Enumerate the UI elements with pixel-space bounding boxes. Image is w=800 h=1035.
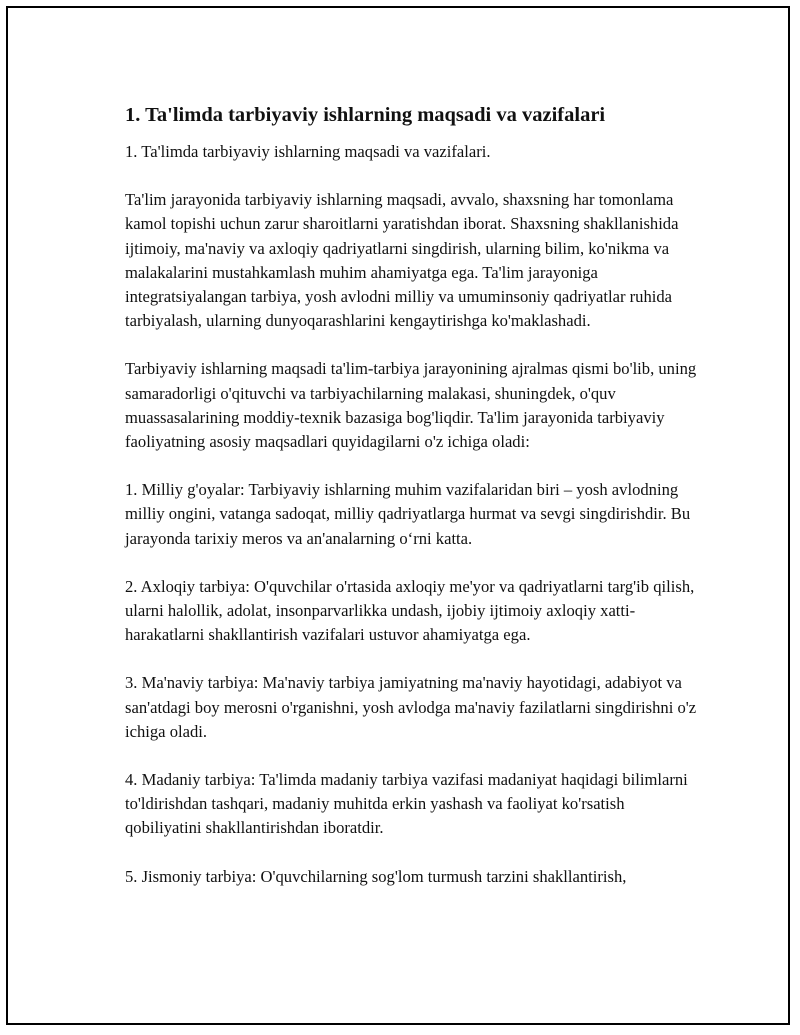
document-title: 1. Ta'limda tarbiyaviy ishlarning maqsadi va vazifalari xyxy=(125,104,606,126)
list-item-physical-education: 5. Jismoniy tarbiya: O'quvchilarning sog'lom turmush tarzini shakllantirish, xyxy=(125,866,627,886)
list-item-cultural-education: 4. Madaniy tarbiya: Ta'limda madaniy tarbiya vazifasi madaniyat haqidagi bilimlarni to'ldirishdan tashqari, madaniy muhitda erkin yashash va faoliyat ko'rsatish qobiliyatini shakllantirishdan iboratdir. xyxy=(125,770,688,838)
list-item-spiritual-education: 3. Ma'naviy tarbiya: Ma'naviy tarbiya jamiyatning ma'naviy hayotidagi, adabiyot va san'atdagi boy merosni o'rganishni, yosh avlodga ma'naviy fazilatlarni singdirishni o'z ichiga oladi. xyxy=(125,673,697,741)
paragraph-goals: Tarbiyaviy ishlarning maqsadi ta'lim-tarbiya jarayonining ajralmas qismi bo'lib, uning samaradorligi o'qituvchi va tarbiyachilarning malakasi, shuningdek, o'quv muassasalarining moddiy-texnik bazasiga bog'liqdir. Ta'lim jarayonida tarbiyaviy faoliyatning asosiy maqsadlari quyidagilarni o'z ichiga oladi: xyxy=(125,359,697,452)
paragraph-intro: Ta'lim jarayonida tarbiyaviy ishlarning maqsadi, avvalo, shaxsning har tomonlama kamol topishi uchun zarur sharoitlarni yaratishdan iborat. Shaxsning shakllanishida ijtimoiy, ma'naviy va axloqiy qadriyatlarni singdirish, ularning bilim, ko'nikma va malakalarini mustahkamlash muhim ahamiyatga ega. Ta'lim jarayoniga integratsiyalangan tarbiya, yosh avlodni milliy va umuminsoniy qadriyatlar ruhida tarbiyalash, ularning dunyoqarashlarini kengaytirishga ko'maklashadi. xyxy=(125,190,679,331)
paragraph-heading: 1. Ta'limda tarbiyaviy ishlarning maqsadi va vazifalari. xyxy=(125,142,491,161)
page-frame xyxy=(6,6,790,1025)
list-item-moral-education: 2. Axloqiy tarbiya: O'quvchilar o'rtasida axloqiy me'yor va qadriyatlarni targ'ib qilish, ularni halollik, adolat, insonparvarlikka undash, ijobiy ijtimoiy axloqiy xatti-harakatlarni shakllantirish vazifalari ustuvor ahamiyatga ega. xyxy=(125,576,695,645)
list-item-national-ideas: 1. Milliy g'oyalar: Tarbiyaviy ishlarning muhim vazifalaridan biri – yosh avlodning milliy ongini, vatanga sadoqat, milliy qadriyatlarga hurmat va sevgi singdirishdir. Bu jarayonda tarixiy meros va an'analarning o‘rni katta. xyxy=(125,480,691,548)
document-body xyxy=(125,101,700,913)
